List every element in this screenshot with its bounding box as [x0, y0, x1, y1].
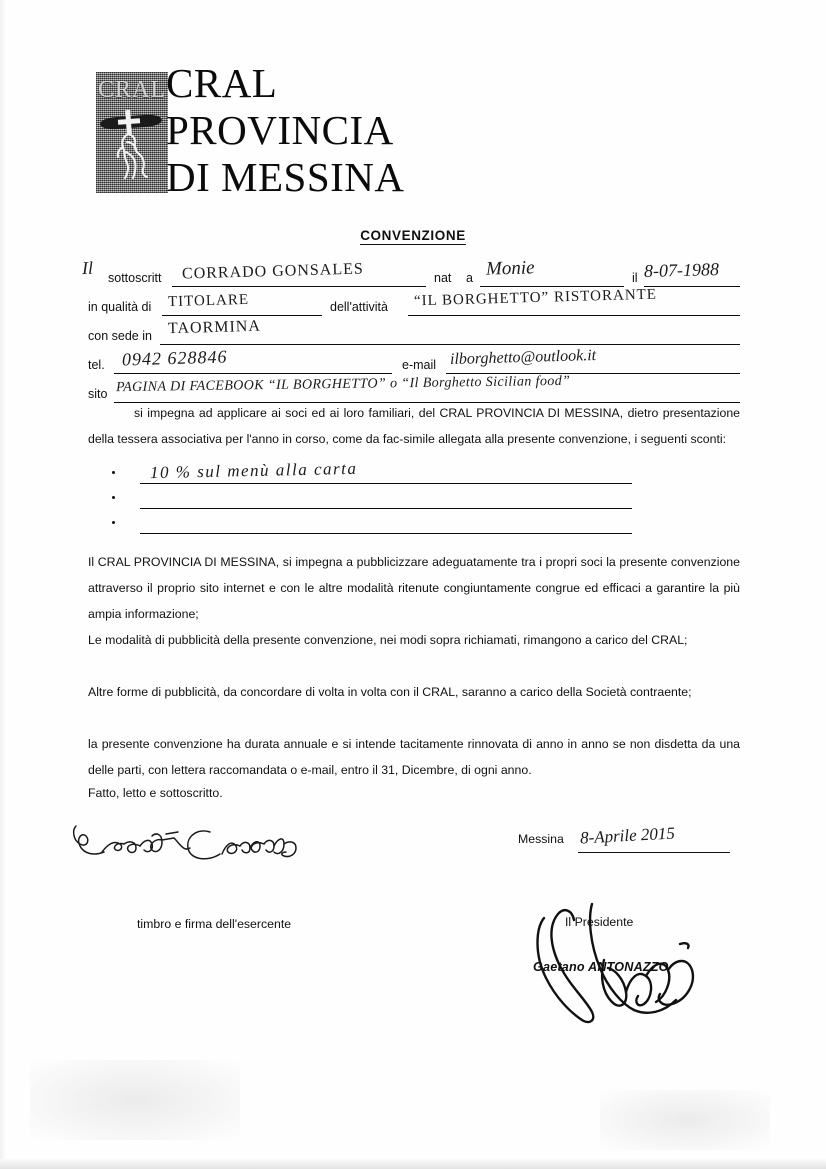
handwriting-activity: “IL BORGHETTO” RISTORANTE: [413, 286, 658, 310]
bullet-dot-icon: [112, 496, 115, 499]
discount-field-line[interactable]: [140, 508, 632, 509]
discount-item: [112, 512, 632, 537]
handwriting-date: 8-Aprile 2015: [579, 823, 676, 848]
handwriting-site: PAGINA DI FACEBOOK “IL BORGHETTO” o “Il Borghetto Sicilian food”: [115, 373, 571, 396]
handwriting-birthplace: Monie: [485, 257, 535, 280]
place-label: Messina: [518, 832, 564, 846]
merchant-signature-caption: timbro e firma dell'esercente: [137, 917, 292, 931]
org-title-line-1: CRAL: [166, 60, 278, 106]
document-title: [0, 228, 826, 243]
label-email: e-mail: [402, 358, 437, 372]
discount-field-line[interactable]: [140, 483, 632, 484]
handwriting-birthdate: 8-07-1988: [643, 258, 720, 282]
form-row-contacts: [88, 346, 740, 378]
discount-item: [112, 458, 632, 487]
handwriting-name: CORRADO GONSALES: [181, 260, 364, 283]
president-caption: Il Presidente: [565, 915, 634, 929]
label-sede: con sede in: [88, 329, 152, 343]
bullet-dot-icon: [112, 471, 115, 474]
merchant-signature: [70, 818, 350, 868]
handwriting-tel: 0942 628846: [121, 346, 228, 370]
clause-paragraph-2: Le modalità di pubblicità della presente convenzione, nei modi sopra richiamati, rimangono a carico del CRAL;: [88, 633, 688, 647]
clause-paragraph-4: la presente convenzione ha durata annuale e si intende tacitamente rinnovata di anno in anno se non disdetta da una delle parti, con lettera raccomandata o e-mail, entro il 31, Dicembre, di ogni anno.: [88, 737, 740, 777]
handwriting-discount-1: 10 % sul menù alla carta: [149, 458, 358, 483]
scan-edge-left: [0, 0, 6, 1169]
scan-smudge: [600, 1090, 770, 1150]
field-line-birthplace[interactable]: [480, 286, 624, 287]
field-line-role[interactable]: [162, 315, 322, 316]
lion-rampant-icon: [114, 130, 150, 182]
scan-smudge: [30, 1060, 240, 1140]
form-row-seat: [88, 317, 740, 349]
document-title-text: CONVENZIONE: [360, 228, 466, 243]
label-sottoscritto: sottoscritt: [108, 271, 162, 285]
field-line-seat[interactable]: [160, 344, 740, 345]
handwriting-prefix: Il: [81, 257, 94, 279]
label-a: a: [466, 271, 473, 285]
label-attivita: dell'attività: [330, 300, 388, 314]
handwriting-role: TITOLARE: [167, 291, 250, 311]
president-name: Gaetano ANTONAZZO: [533, 960, 669, 974]
clause-paragraph-1: Il CRAL PROVINCIA DI MESSINA, si impegna a pubblicizzare adeguatamente tra i propri soci la presente convenzione attraverso il proprio sito internet e con le altre modalità ritenute congiuntamente congrue ed efficaci a garantire la più ampia informazione;: [88, 555, 740, 621]
form-row-role: [88, 286, 740, 320]
label-tel: tel.: [88, 358, 105, 372]
field-line-name[interactable]: [172, 286, 426, 287]
closing-statement: Fatto, letto e sottoscritto.: [88, 786, 223, 800]
organization-title: [166, 60, 586, 201]
discount-item: [112, 487, 632, 512]
label-qualita: in qualità di: [88, 300, 152, 314]
bullet-dot-icon: [112, 521, 115, 524]
discount-field-line[interactable]: [140, 533, 632, 534]
field-line-tel[interactable]: [114, 373, 392, 374]
org-title-line-3: DI MESSINA: [166, 154, 405, 200]
field-line-email[interactable]: [446, 373, 740, 374]
field-line-activity[interactable]: [408, 315, 740, 316]
fill-in-form: [81, 257, 740, 407]
label-il: il: [632, 271, 638, 285]
clause-paragraph-3: Altre forme di pubblicità, da concordare di volta in volta con il CRAL, saranno a carico della Società contraente;: [88, 685, 692, 699]
label-sito: sito: [88, 387, 108, 401]
field-line-birthdate[interactable]: [644, 286, 740, 287]
discount-list: [112, 458, 632, 537]
date-field-line[interactable]: [578, 852, 730, 853]
org-title-line-2: PROVINCIA: [166, 107, 394, 153]
handwriting-email: ilborghetto@outlook.it: [449, 346, 597, 369]
label-nato: nat: [434, 271, 452, 285]
intro-paragraph: si impegna ad applicare ai soci ed ai loro familiari, del CRAL PROVINCIA DI MESSINA, dietro presentazione della tessera associativa per l'anno in corso, come da fac-simile allegata alla presente convenzione, i seguenti sconti:: [88, 406, 740, 446]
cral-crest-logo-icon: [96, 72, 168, 193]
handwriting-seat: TAORMINA: [167, 317, 262, 338]
scan-edge-bottom: [0, 1159, 826, 1169]
logo-wordmark: CRAL: [98, 77, 167, 103]
